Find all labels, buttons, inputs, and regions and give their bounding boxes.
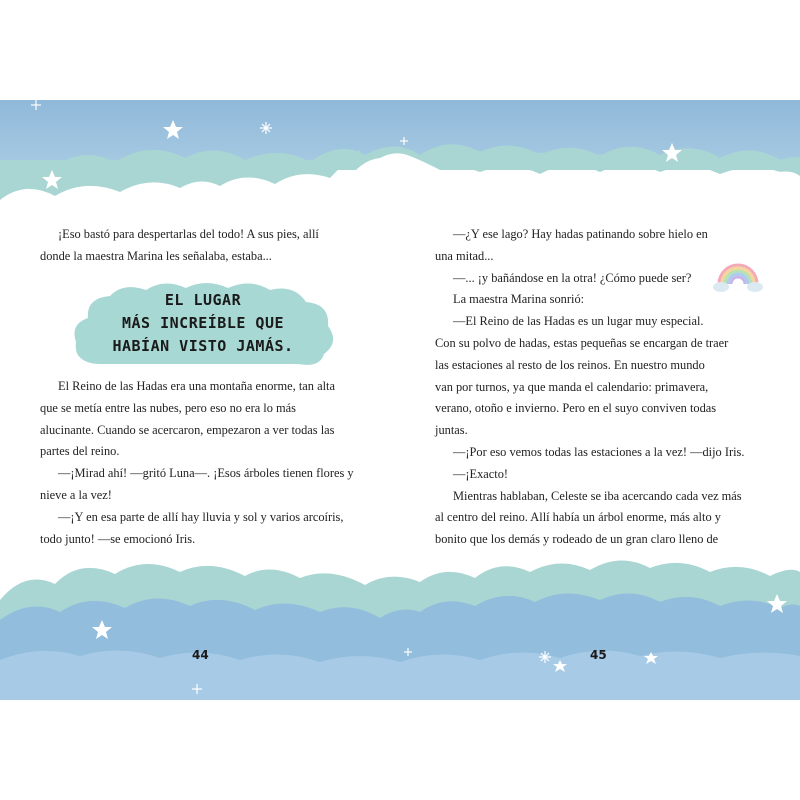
text-line: alucinante. Cuando se acercaron, empezaron a ver todas las bbox=[40, 422, 335, 437]
text-line: La maestra Marina sonrió: bbox=[453, 292, 585, 307]
page-number-left: 44 bbox=[192, 648, 209, 662]
text-line: —¿Y ese lago? Hay hadas patinando sobre hielo en bbox=[453, 227, 708, 241]
callout-heading bbox=[68, 289, 338, 358]
text-line: juntas. bbox=[435, 423, 468, 438]
text-line: verano, otoño e invierno. Pero en el suyo conviven todas bbox=[435, 401, 717, 416]
left-page-body bbox=[40, 376, 358, 550]
callout-line: HABÍAN VISTO JAMÁS. bbox=[112, 337, 294, 355]
text-line: nieve a la vez! bbox=[40, 487, 112, 502]
right-page-body bbox=[435, 224, 757, 551]
text-line: —El Reino de las Hadas es un lugar muy especial. bbox=[453, 314, 704, 329]
text-line: —¡Y en esa parte de allí hay lluvia y sol y varios arcoíris, bbox=[58, 509, 344, 524]
text-line: El Reino de las Hadas era una montaña enorme, tan alta bbox=[58, 379, 335, 393]
rainbow-icon bbox=[713, 260, 763, 294]
text-line: bonito que los demás y rodeado de un gran claro lleno de bbox=[435, 532, 719, 547]
text-line: una mitad... bbox=[435, 248, 494, 263]
left-page-intro bbox=[40, 224, 358, 268]
text-line: —¡Mirad ahí! —gritó Luna—. ¡Esos árboles tienen flores y bbox=[58, 466, 354, 481]
page-number-right: 45 bbox=[590, 648, 607, 662]
text-line: todo junto! —se emocionó Iris. bbox=[40, 531, 196, 546]
text-line: al centro del reino. Allí había un árbol enorme, más alto y bbox=[435, 510, 721, 525]
text-line: —¡Exacto! bbox=[453, 466, 509, 481]
text-line: —... ¡y bañándose en la otra! ¿Cómo puede ser? bbox=[453, 270, 692, 285]
text-line: partes del reino. bbox=[40, 444, 120, 459]
callout-line: MÁS INCREÍBLE QUE bbox=[121, 314, 285, 332]
text-line: Con su polvo de hadas, estas pequeñas se encargan de traer bbox=[435, 335, 729, 350]
text-line: van por turnos, ya que manda el calendario: primavera, bbox=[435, 379, 709, 394]
text-line: Mientras hablaban, Celeste se iba acercando cada vez más bbox=[453, 488, 742, 503]
text-line: donde la maestra Marina les señalaba, estaba... bbox=[40, 248, 272, 263]
book-spread bbox=[0, 100, 800, 700]
cloud-band-bottom bbox=[0, 560, 800, 700]
text-line: las estaciones al resto de los reinos. En nuestro mundo bbox=[435, 357, 705, 372]
text-line: ¡Eso bastó para despertarlas del todo! A sus pies, allí bbox=[58, 227, 319, 241]
text-line: que se metía entre las nubes, pero eso no era lo más bbox=[40, 400, 296, 415]
callout-cloud bbox=[68, 280, 338, 368]
text-line: —¡Por eso vemos todas las estaciones a la vez! —dijo Iris. bbox=[453, 444, 745, 459]
callout-line: EL LUGAR bbox=[164, 291, 242, 309]
